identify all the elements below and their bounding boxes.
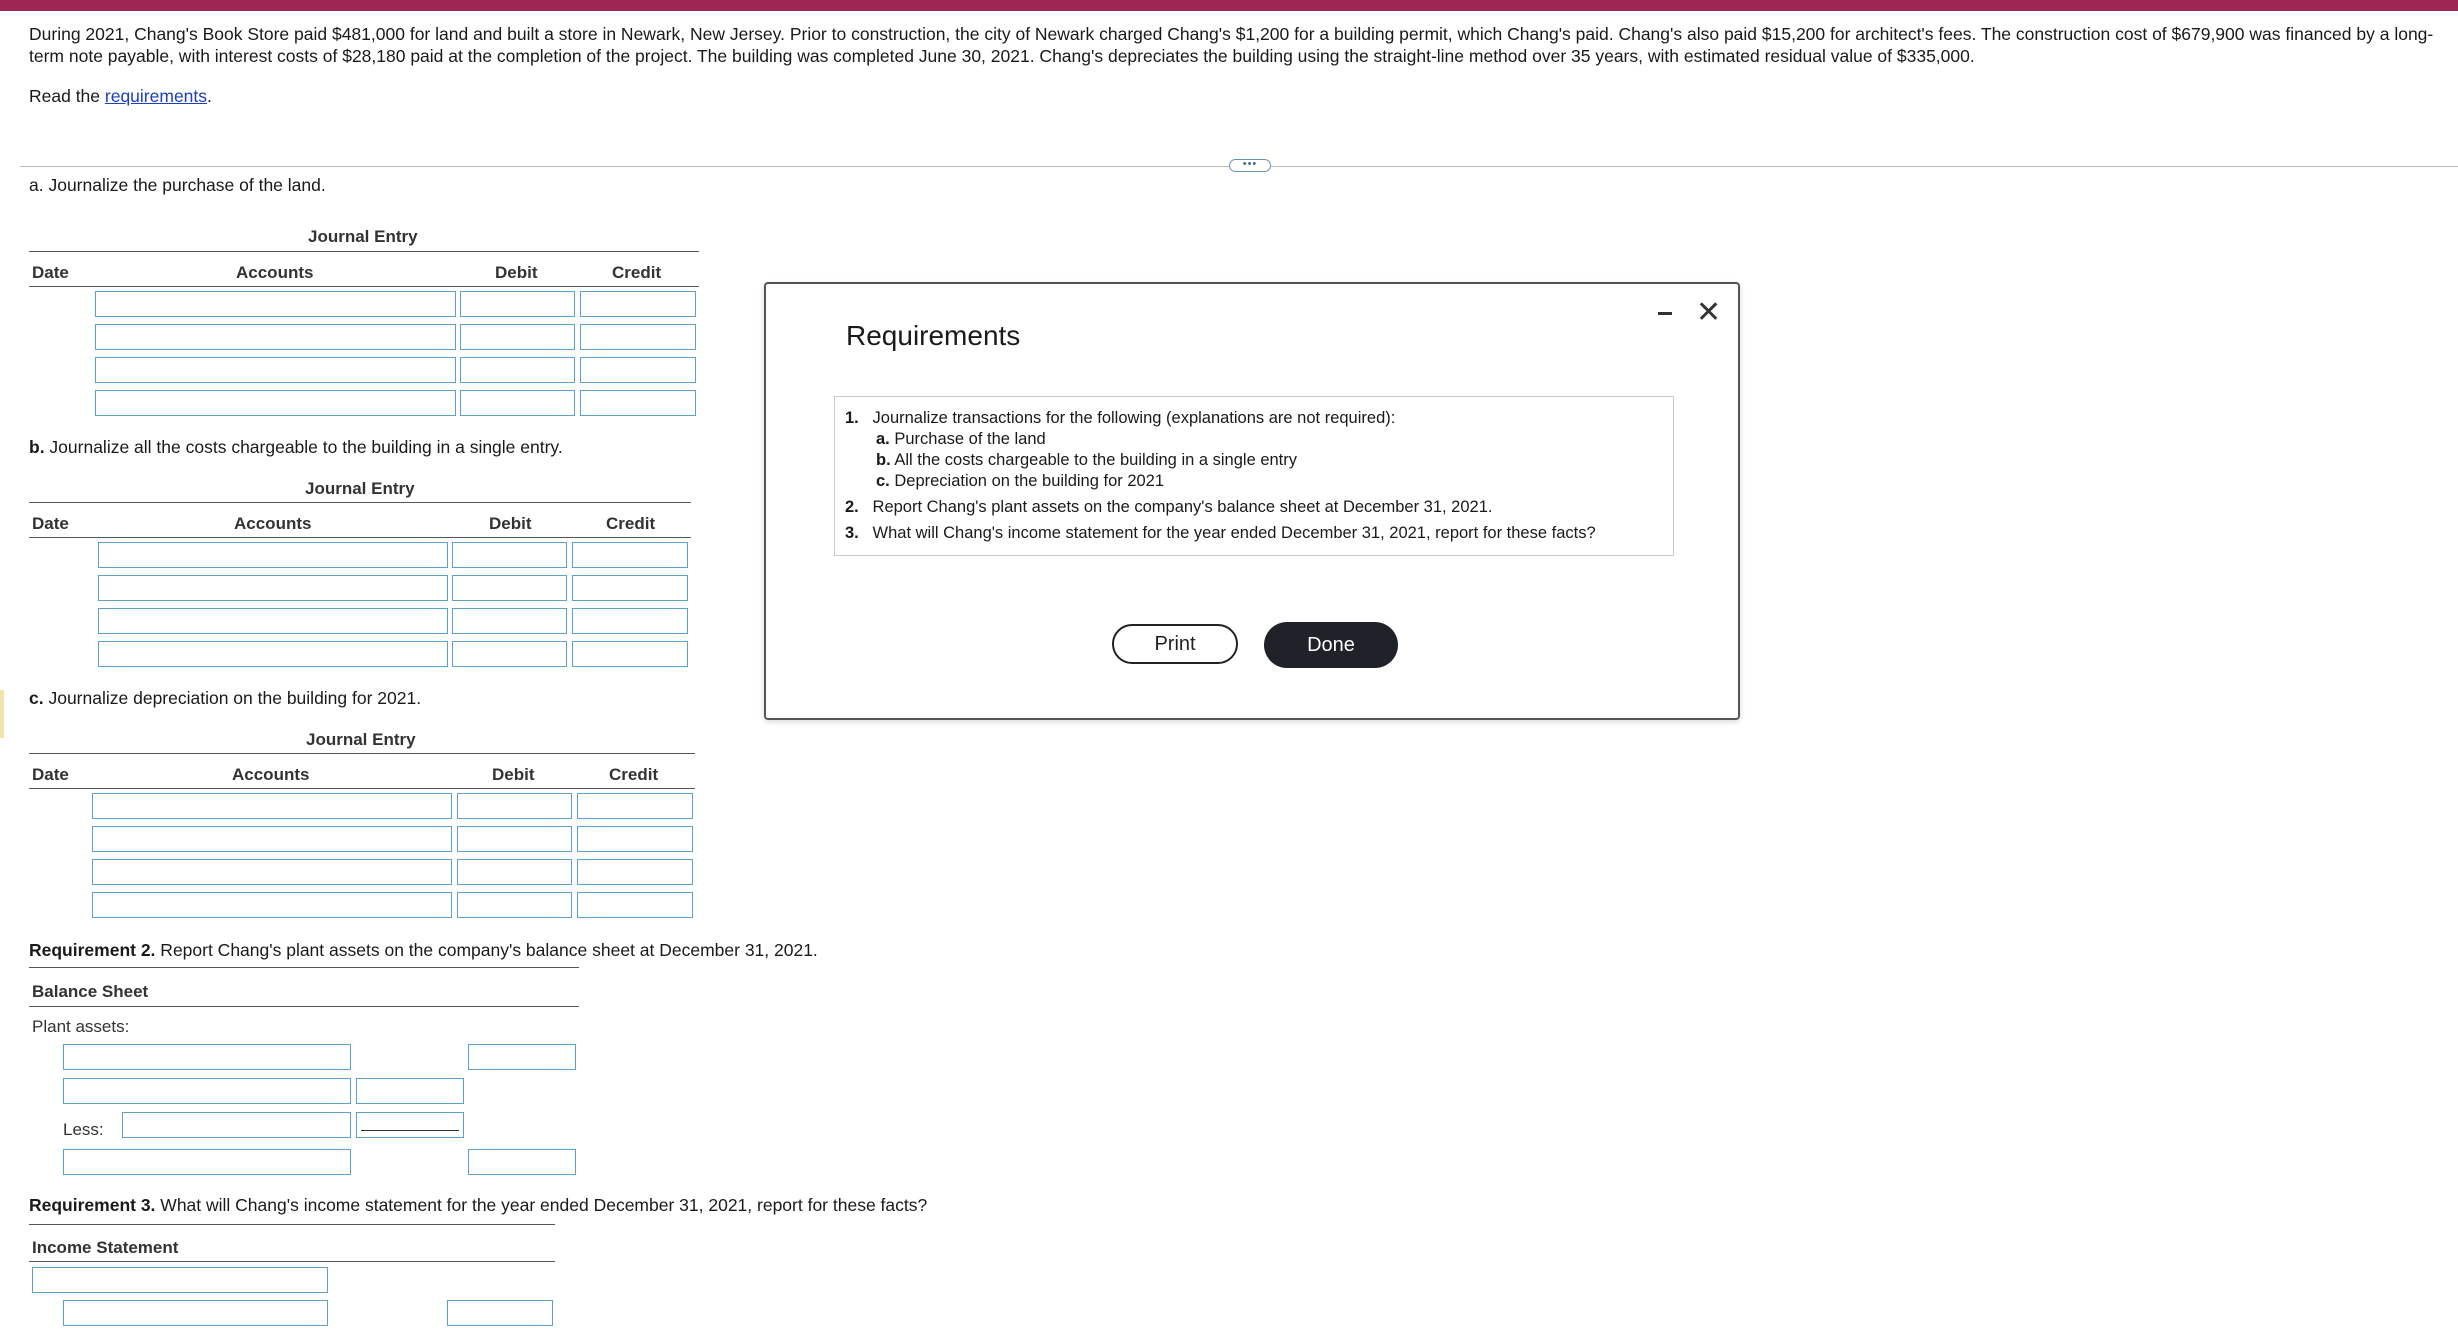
income-statement-title: Income Statement	[32, 1238, 179, 1257]
req2-header-rule	[29, 1006, 579, 1007]
part-b-row2-account-input[interactable]	[98, 575, 448, 601]
part-a-col-credit: Credit	[612, 263, 662, 282]
part-a-col-debit: Debit	[495, 263, 538, 282]
part-b-row1-credit-input[interactable]	[572, 542, 688, 568]
bs-plant-asset-1-name[interactable]	[63, 1044, 351, 1070]
dialog-title: Requirements	[846, 320, 1021, 351]
part-c-row3-credit-input[interactable]	[577, 859, 693, 885]
part-b-header-rule	[29, 537, 691, 538]
part-c-row2-credit-input[interactable]	[577, 826, 693, 852]
read-requirements-line	[29, 86, 212, 107]
left-margin-marker	[0, 690, 4, 738]
part-c-row4-account-input[interactable]	[92, 892, 452, 918]
part-a-row3-credit-input[interactable]	[580, 357, 696, 383]
part-b-row1-debit-input[interactable]	[452, 542, 567, 568]
req-item-1c: c. Depreciation on the building for 2021	[876, 472, 1165, 490]
part-a-table-title: Journal Entry	[308, 227, 418, 246]
part-c-header-rule	[29, 788, 695, 789]
bs-less-underline	[361, 1130, 459, 1131]
part-b-row2-debit-input[interactable]	[452, 575, 567, 601]
req3-header-rule	[29, 1261, 555, 1262]
plant-assets-label: Plant assets:	[32, 1017, 130, 1036]
part-a-row1-debit-input[interactable]	[460, 291, 575, 317]
done-button[interactable]: Done	[1264, 622, 1398, 668]
part-b-col-debit: Debit	[489, 514, 532, 533]
part-b-row1-account-input[interactable]	[98, 542, 448, 568]
minimize-icon[interactable]	[1658, 312, 1672, 315]
expand-more-button[interactable]: •••	[1229, 159, 1271, 172]
req-item-1a: a. Purchase of the land	[876, 430, 1046, 448]
part-c-prompt: c. Journalize depreciation on the building for 2021.	[29, 688, 422, 708]
bs-plant-asset-1-amount[interactable]	[468, 1044, 576, 1070]
req-item-2: 2. Report Chang's plant assets on the company's balance sheet at December 31, 2021.	[845, 498, 1493, 516]
part-b-row4-debit-input[interactable]	[452, 641, 567, 667]
part-a-row1-credit-input[interactable]	[580, 291, 696, 317]
part-a-title-rule	[29, 251, 699, 252]
part-b-col-date: Date	[32, 514, 69, 533]
problem-statement: During 2021, Chang's Book Store paid $481,000 for land and built a store in Newark, New Jersey. Prior to construction, the city of Newark charged Chang's $1,200 for a building permit, which Chang's paid. Chang's also paid $15,200 for architect's fees. The construction cost of $679,900 was financed by a long-term note payable, with interest costs of $28,180 paid at the completion of the project. The building was completed June 30, 2021. Chang's depreciates the building using the straight-line method over 35 years, with estimated residual value of $335,000.	[29, 24, 2434, 66]
part-b-prompt: b. Journalize all the costs chargeable to the building in a single entry.	[29, 437, 563, 457]
part-b-table-title: Journal Entry	[305, 479, 415, 498]
part-c-row1-account-input[interactable]	[92, 793, 452, 819]
is-item-amount[interactable]	[447, 1300, 553, 1326]
part-a-row4-account-input[interactable]	[95, 390, 456, 416]
is-item-name[interactable]	[63, 1300, 328, 1326]
bs-less-amount[interactable]	[356, 1112, 464, 1138]
req-item-1b: b. All the costs chargeable to the building in a single entry	[876, 451, 1298, 469]
bs-less-name[interactable]	[122, 1112, 351, 1138]
part-c-table-title: Journal Entry	[306, 730, 416, 749]
part-b-title-rule	[29, 502, 691, 503]
bs-net-amount[interactable]	[468, 1149, 576, 1175]
top-accent-bar	[0, 0, 2458, 11]
part-a-col-accounts: Accounts	[236, 263, 314, 282]
bs-plant-asset-2-name[interactable]	[63, 1078, 351, 1104]
part-a-col-date: Date	[32, 263, 69, 282]
part-a-row3-account-input[interactable]	[95, 357, 456, 383]
part-c-col-accounts: Accounts	[232, 765, 310, 784]
part-c-row3-debit-input[interactable]	[457, 859, 572, 885]
part-c-row4-credit-input[interactable]	[577, 892, 693, 918]
less-label: Less:	[63, 1120, 104, 1139]
is-heading-input[interactable]	[32, 1267, 328, 1293]
read-prefix: Read the	[29, 86, 105, 106]
part-a-row2-credit-input[interactable]	[580, 324, 696, 350]
part-a-row4-debit-input[interactable]	[460, 390, 575, 416]
bs-net-name[interactable]	[63, 1149, 351, 1175]
req-item-3: 3. What will Chang's income statement for the year ended December 31, 2021, report for these facts?	[845, 524, 1596, 542]
part-b-row2-credit-input[interactable]	[572, 575, 688, 601]
part-a-row4-credit-input[interactable]	[580, 390, 696, 416]
part-c-row2-account-input[interactable]	[92, 826, 452, 852]
part-a-row3-debit-input[interactable]	[460, 357, 575, 383]
req3-top-rule	[29, 1224, 555, 1225]
part-b-row3-account-input[interactable]	[98, 608, 448, 634]
bs-plant-asset-2-cost[interactable]	[356, 1078, 464, 1104]
part-c-row3-account-input[interactable]	[92, 859, 452, 885]
req3-heading: Requirement 3. What will Chang's income statement for the year ended December 31, 2021, report for these facts?	[29, 1195, 928, 1215]
req2-heading: Requirement 2. Report Chang's plant assets on the company's balance sheet at December 31, 2021.	[29, 940, 818, 960]
part-a-row2-account-input[interactable]	[95, 324, 456, 350]
read-suffix: .	[207, 86, 212, 106]
part-a-prompt: a. Journalize the purchase of the land.	[29, 175, 326, 195]
req-item-1: 1. Journalize transactions for the following (explanations are not required):	[845, 409, 1396, 427]
part-a-row1-account-input[interactable]	[95, 291, 456, 317]
part-b-row3-debit-input[interactable]	[452, 608, 567, 634]
part-a-row2-debit-input[interactable]	[460, 324, 575, 350]
print-button[interactable]: Print	[1112, 624, 1238, 664]
part-c-col-credit: Credit	[609, 765, 659, 784]
part-b-row3-credit-input[interactable]	[572, 608, 688, 634]
part-b-col-accounts: Accounts	[234, 514, 312, 533]
part-b-col-credit: Credit	[606, 514, 656, 533]
requirements-link[interactable]: requirements	[104, 86, 208, 106]
part-a-header-rule	[29, 286, 699, 287]
requirements-list	[834, 396, 1674, 556]
part-b-row4-account-input[interactable]	[98, 641, 448, 667]
requirements-dialog	[764, 282, 1740, 720]
req2-top-rule	[29, 967, 579, 968]
part-c-col-date: Date	[32, 765, 69, 784]
part-c-row4-debit-input[interactable]	[457, 892, 572, 918]
part-c-row2-debit-input[interactable]	[457, 826, 572, 852]
part-c-row1-debit-input[interactable]	[457, 793, 572, 819]
part-c-row1-credit-input[interactable]	[577, 793, 693, 819]
part-c-col-debit: Debit	[492, 765, 535, 784]
part-b-row4-credit-input[interactable]	[572, 641, 688, 667]
close-icon[interactable]: ✕	[1696, 296, 1722, 329]
balance-sheet-title: Balance Sheet	[32, 982, 149, 1001]
part-c-title-rule	[29, 753, 695, 754]
